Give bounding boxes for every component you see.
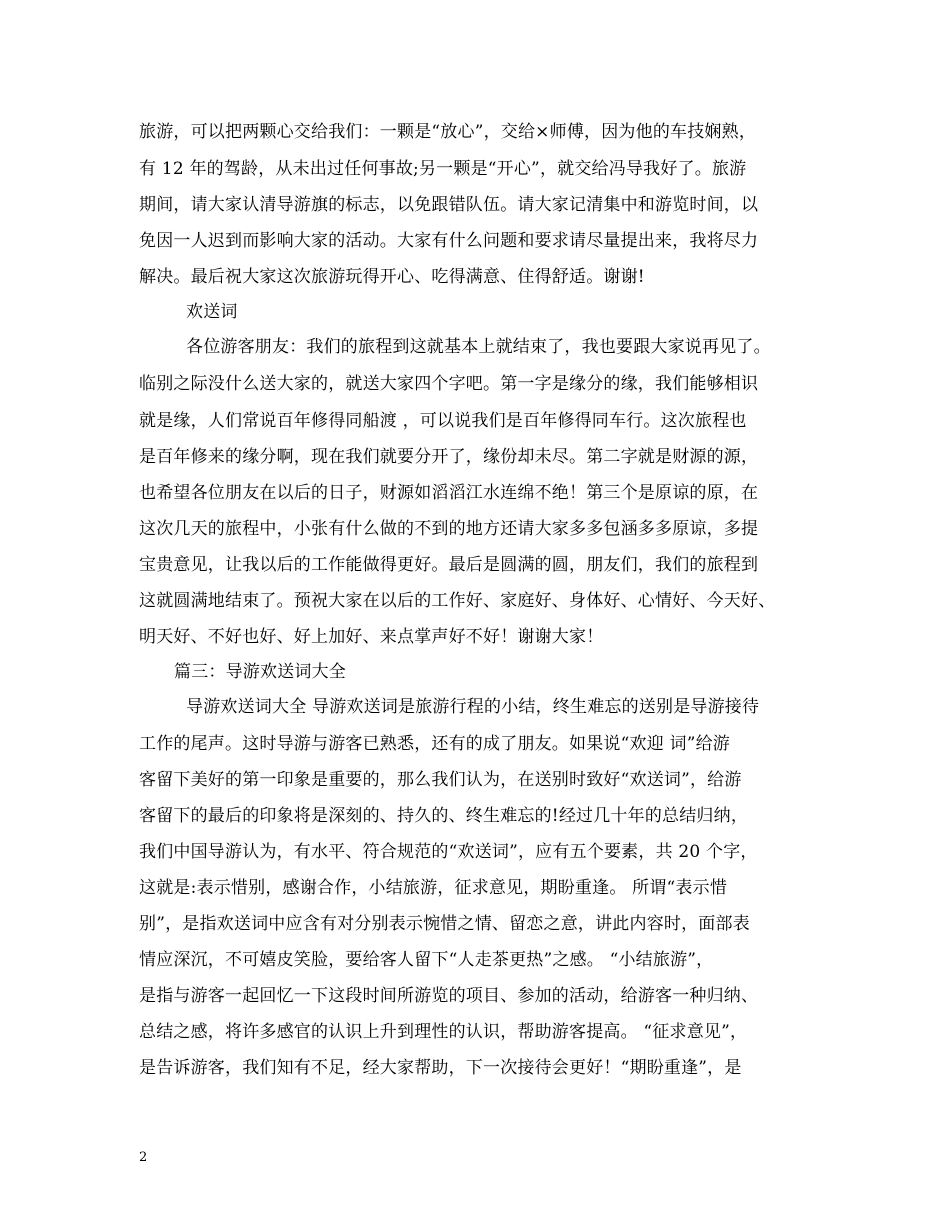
text-line: 这就圆满地结束了。预祝大家在以后的工作好、家庭好、身体好、心情好、今天好、 xyxy=(139,591,776,611)
text-line: 也希望各位朋友在以后的日子，财源如滔滔江水连绵不绝！第三个是原谅的原，在 xyxy=(139,483,759,503)
text-line: 别”，是指欢送词中应含有对分别表示惋惜之情、留恋之意，讲此内容时，面部表 xyxy=(139,914,750,934)
text-line: 旅游，可以把两颗心交给我们：一颗是“放心”，交给×师傅，因为他的车技娴熟， xyxy=(139,122,757,142)
text-line: 工作的尾声。这时导游与游客已熟悉，还有的成了朋友。如果说“欢迎 词”给游 xyxy=(139,734,730,754)
section-heading: 欢送词 xyxy=(186,302,238,322)
text-line: 是告诉游客，我们知有不足，经大家帮助，下一次接待会更好！“期盼重逢”，是 xyxy=(139,1058,742,1078)
page-number: 2 xyxy=(139,1150,148,1165)
text-line: 是百年修来的缘分啊，现在我们就要分开了，缘份却未尽。第二字就是财源的源， xyxy=(139,447,759,467)
text-line: 期间，请大家认清导游旗的标志，以免跟错队伍。请大家记清集中和游览时间，以 xyxy=(139,195,759,215)
text-line: 客留下美好的第一印象是重要的，那么我们认为，在送别时致好“欢送词”，给游 xyxy=(139,770,742,790)
text-line: 临别之际没什么送大家的，就送大家四个字吧。第一字是缘分的缘，我们能够相识 xyxy=(139,374,759,394)
section-heading: 篇三：导游欢送词大全 xyxy=(174,662,346,682)
text-line: 有 12 年的驾龄，从未出过任何事故;另一颗是“开心”，就交给冯导我好了。旅游 xyxy=(139,159,747,179)
text-line: 免因一人迟到而影响大家的活动。大家有什么问题和要求请尽量提出来，我将尽力 xyxy=(139,231,759,251)
text-line: 是指与游客一起回忆一下这段时间所游览的项目、参加的活动，给游客一种归纳、 xyxy=(139,986,759,1006)
text-line: 宝贵意见，让我以后的工作能做得更好。最后是圆满的圆，朋友们，我们的旅程到 xyxy=(139,555,759,575)
text-line: 客留下的最后的印象将是深刻的、持久的、终生难忘的!经过几十年的总结归纳， xyxy=(139,806,749,826)
text-line: 各位游客朋友：我们的旅程到这就基本上就结束了，我也要跟大家说再见了。 xyxy=(186,337,771,357)
text-line: 情应深沉，不可嬉皮笑脸，要给客人留下“人走茶更热”之感。 “小结旅游”， xyxy=(139,950,714,970)
text-line: 就是缘，人们常说百年修得同船渡 ，可以说我们是百年修得同车行。这次旅程也 xyxy=(139,411,747,431)
text-line: 总结之感，将许多感官的认识上升到理性的认识，帮助游客提高。 “征求意见”， xyxy=(139,1022,748,1042)
text-line: 明天好、不好也好、好上加好、来点掌声好不好！谢谢大家！ xyxy=(139,627,604,647)
text-line: 这次几天的旅程中，小张有什么做的不到的地方还请大家多多包涵多多原谅，多提 xyxy=(139,519,759,539)
text-line: 导游欢送词大全 导游欢送词是旅游行程的小结，终生难忘的送别是导游接待 xyxy=(186,697,760,717)
text-line: 我们中国导游认为，有水平、符合规范的“欢送词”，应有五个要素，共 20 个字， xyxy=(139,842,758,862)
text-line: 这就是:表示惜别，感谢合作，小结旅游，征求意见，期盼重逢。 所谓“表示惜 xyxy=(139,878,728,898)
text-line: 解决。最后祝大家这次旅游玩得开心、吃得满意、住得舒适。谢谢! xyxy=(139,267,645,287)
